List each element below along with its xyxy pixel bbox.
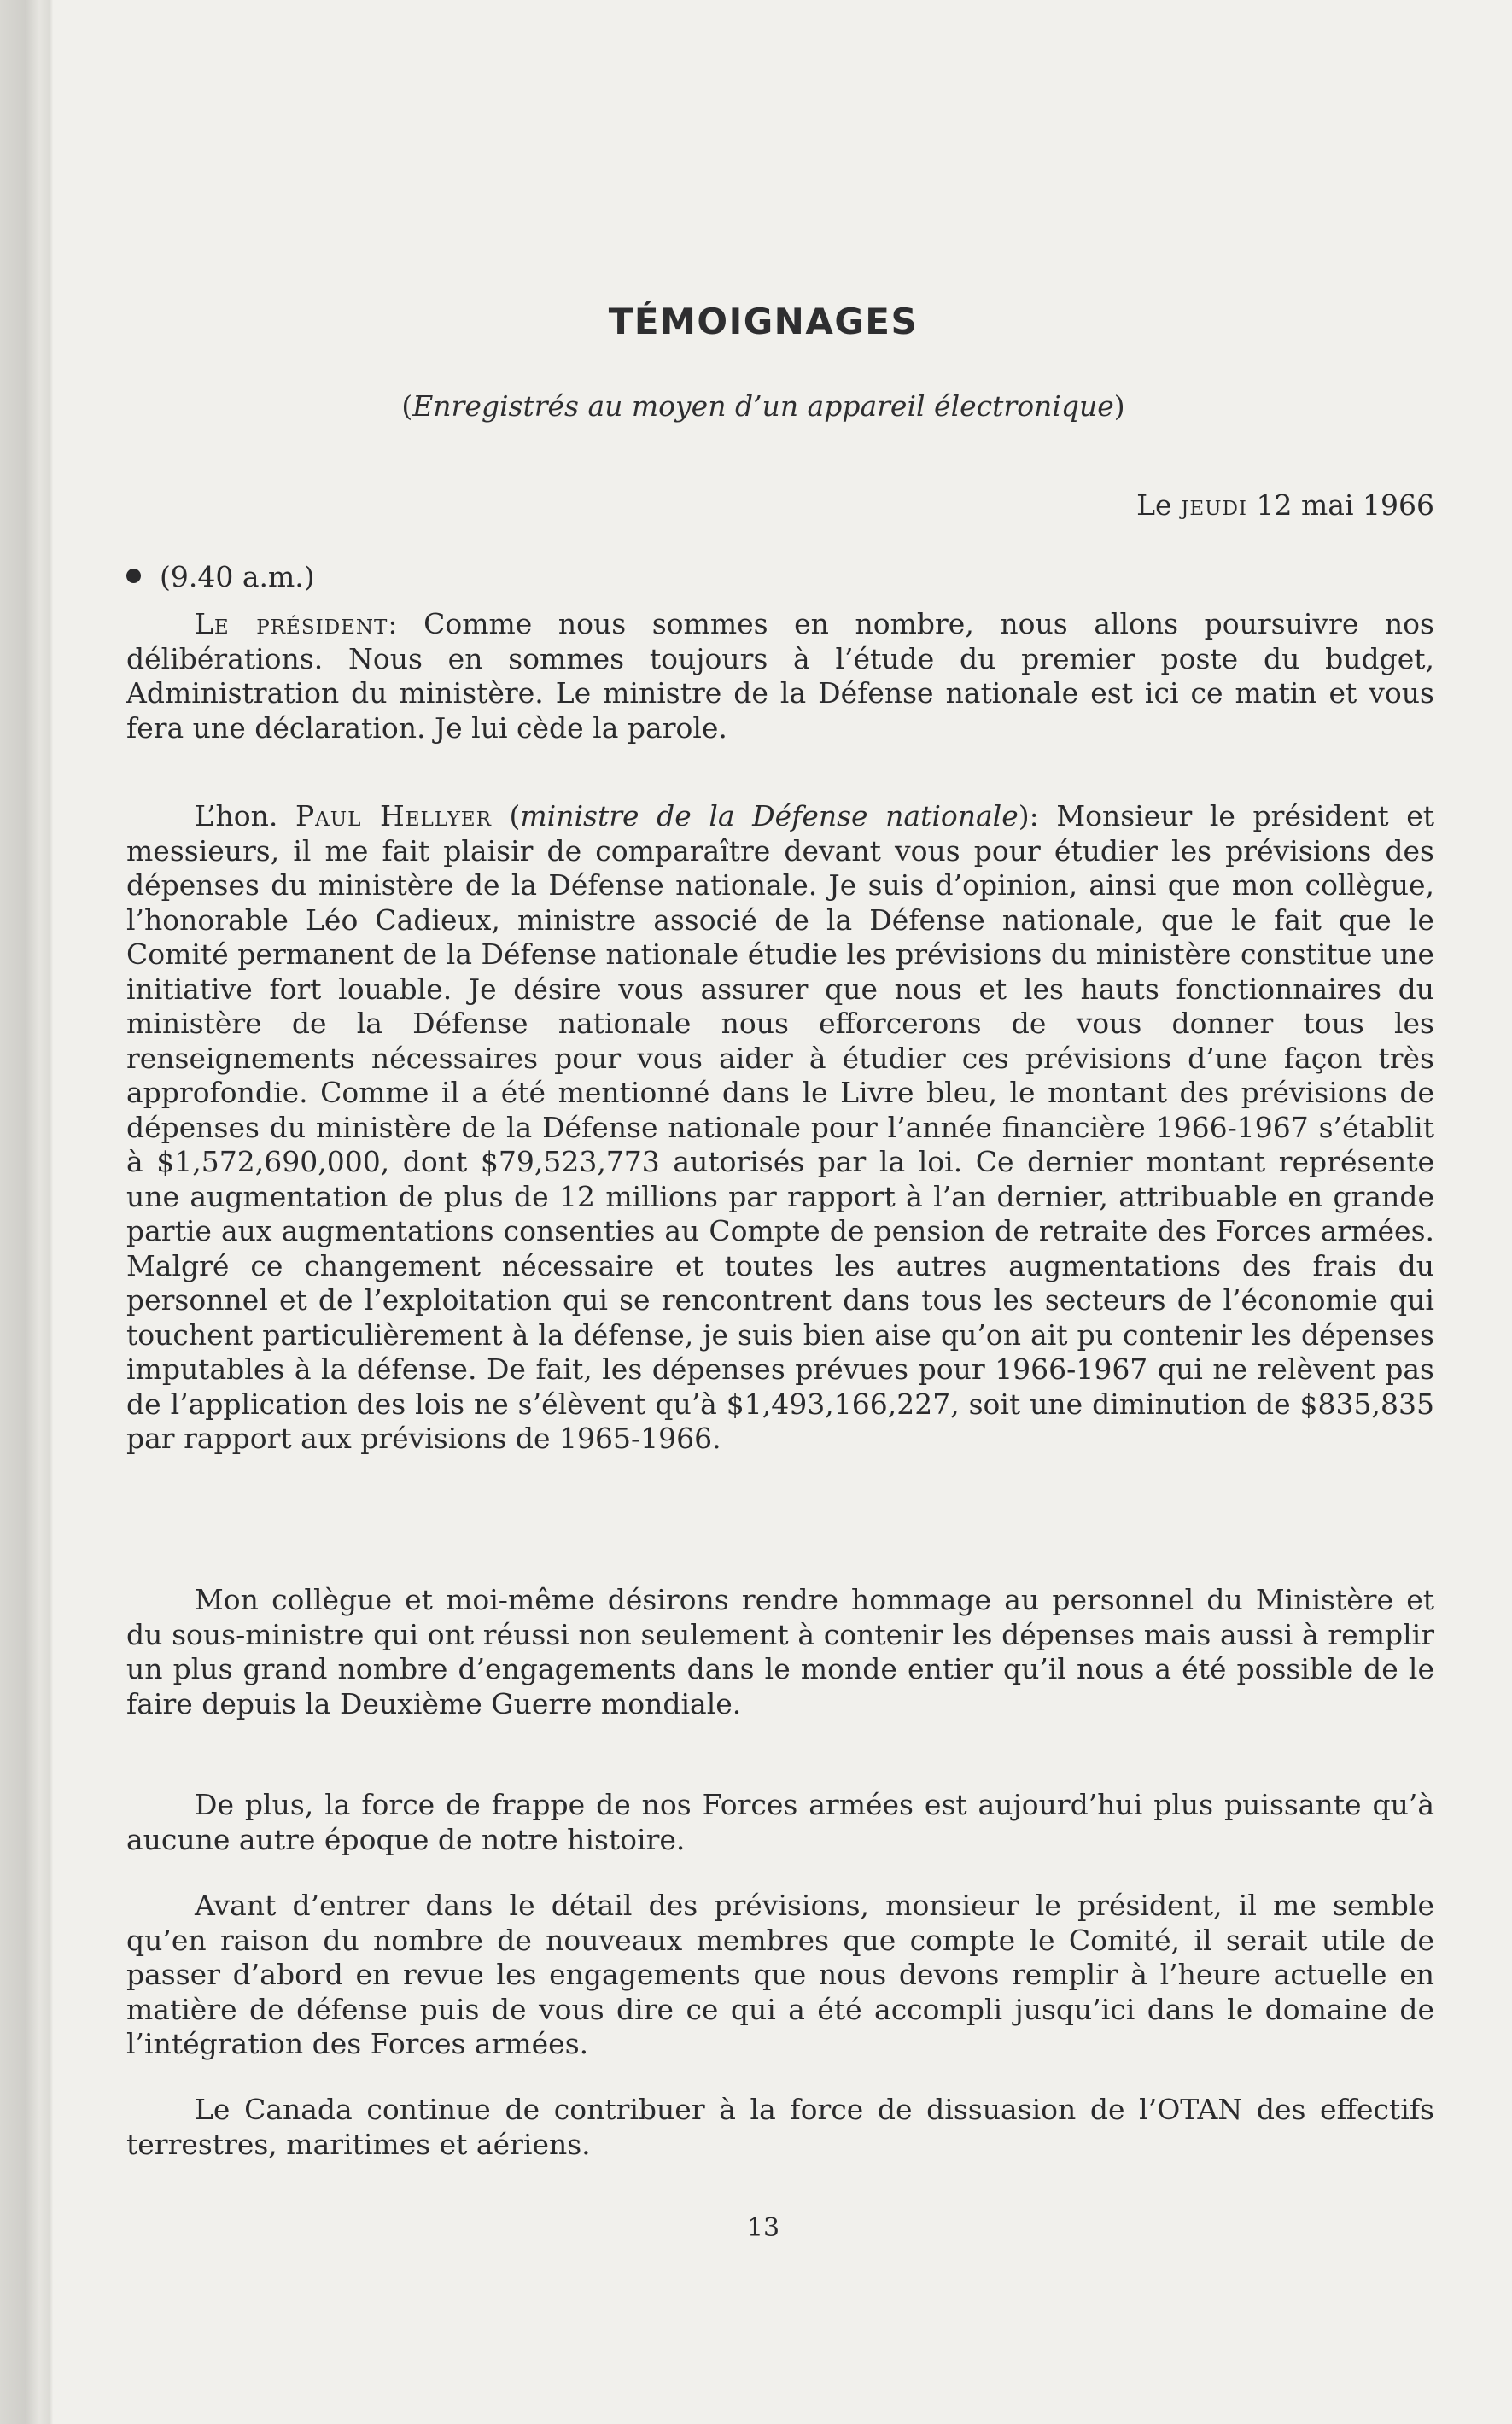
dateline bbox=[1136, 488, 1434, 522]
page-subtitle bbox=[92, 389, 1434, 423]
dateline-day: jeudi bbox=[1181, 488, 1248, 522]
paragraph-text: Avant d’entrer dans le détail des prévisions, monsieur le président, il me semble qu’en raison du nombre de nouveaux membres que compte le Comité, il serait utile de passer d’abord en revue les engagements que nous devons remplir à l’heure actuelle en matière de défense puis de vous dire ce qui a été accompli jusqu’ici dans le domaine de l’intégration des Forces armées. bbox=[126, 1889, 1434, 2060]
speaker-role-open: ( bbox=[491, 799, 521, 832]
session-time-text: (9.40 a.m.) bbox=[160, 560, 315, 593]
document-page bbox=[53, 0, 1512, 2424]
dateline-prefix: Le bbox=[1136, 488, 1172, 522]
paragraph-text: ): Monsieur le président et messieurs, il me fait plaisir de comparaître devant vous pour étudier les prévisions des dépenses du ministère de la Défense nationale. Je suis d’opinion, ainsi que mon collègue, l’honorable Léo Cadieux, ministre associé de la Défense nationale, que le fait que le Comité permanent de la Défense nationale étudie les prévisions du ministère constitue une initiative fort louable. Je désire vous assurer que nous et les hauts fonctionnaires du ministère de la Défense nationale nous efforcerons de vous donner tous les renseignements nécessaires pour vous aider à étudier ces prévisions d’une façon très approfondie. Comme il a été mentionné dans le Livre bleu, le montant des prévisions de dépenses du ministère de la Défense nationale pour l’année financière 1966-1967 s’établit à $1,572,690,000, dont $79,523,773 autorisés par la loi. Ce dernier montant représente une augmentation de plus de 12 millions par rapport à l’an dernier, attribuable en grande partie aux augmentations consenties au Compte de pension de retraite des Forces armées. Malgré ce changement nécessaire et toutes les autres augmentations des frais du personnel et de l’exploitation qui se rencontrent dans tous les secteurs de l’économie qui touchent particulièrement à la défense, je suis bien aise qu’on ait pu contenir les dépenses imputables à la défense. De fait, les dépenses prévues pour 1966-1967 qui ne relèvent pas de l’application des lois ne s’élèvent qu’à $1,493,166,227, soit une diminution de $835,835 par rapport aux prévisions de 1965-1966. bbox=[126, 799, 1434, 1455]
speaker-role: ministre de la Défense nationale bbox=[520, 799, 1019, 832]
speaker-name: Le président bbox=[195, 607, 388, 640]
subtitle-text: Enregistrés au moyen d’un appareil électronique bbox=[412, 389, 1114, 423]
paragraph-tribute bbox=[126, 1583, 1434, 1721]
paragraph-text: Le Canada continue de contribuer à la force de dissuasion de l’OTAN des effectifs terrestres, maritimes et aériens. bbox=[126, 2093, 1434, 2161]
dateline-date: 12 mai 1966 bbox=[1256, 488, 1434, 522]
subtitle-open-paren: ( bbox=[401, 389, 413, 423]
page-number: 13 bbox=[746, 2213, 780, 2243]
session-time bbox=[126, 560, 315, 593]
paragraph-president bbox=[126, 607, 1434, 745]
speaker-honorific: L’hon. bbox=[195, 799, 295, 832]
paragraph-commitments bbox=[126, 1889, 1434, 2062]
paragraph-strike-force bbox=[126, 1788, 1434, 1857]
paragraph-hellyer bbox=[126, 799, 1434, 1457]
subtitle-close-paren: ) bbox=[1113, 389, 1125, 423]
paragraph-text: De plus, la force de frappe de nos Forces armées est aujourd’hui plus puissante qu’à aucune autre époque de notre histoire. bbox=[126, 1788, 1434, 1856]
bullet-icon bbox=[126, 569, 141, 583]
page-title: TÉMOIGNAGES bbox=[608, 301, 919, 342]
speaker-name: Paul Hellyer bbox=[295, 799, 492, 832]
paragraph-text: : Comme nous sommes en nombre, nous allons poursuivre nos délibérations. Nous en sommes toujours à l’étude du premier poste du budget, Administration du ministère. Le ministre de la Défense nationale est ici ce matin et vous fera une déclaration. Je lui cède la parole. bbox=[126, 607, 1434, 745]
page-binding bbox=[0, 0, 53, 2424]
paragraph-text: Mon collègue et moi-même désirons rendre hommage au personnel du Ministère et du sous-ministre qui ont réussi non seulement à contenir les dépenses mais aussi à remplir un plus grand nombre d’engagements dans le monde entier qu’il nous a été possible de le faire depuis la Deuxième Guerre mondiale. bbox=[126, 1583, 1434, 1720]
paragraph-otan bbox=[126, 2093, 1434, 2162]
